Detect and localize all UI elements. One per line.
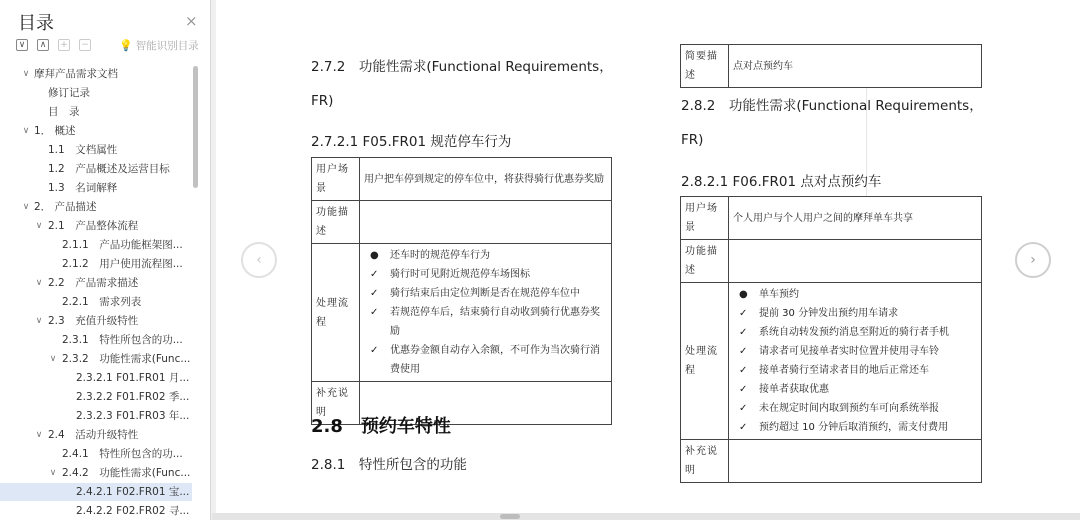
heading-2-7-2-cont: FR) xyxy=(311,93,334,109)
toc-item[interactable] xyxy=(0,502,192,520)
toc-list xyxy=(0,65,192,520)
document-viewport[interactable] xyxy=(212,0,1080,520)
check-icon: ✓ xyxy=(739,403,748,414)
collapse-all-icon[interactable]: ∧ xyxy=(37,39,49,51)
summary-table xyxy=(680,44,982,88)
heading-2-8-2-cont: FR) xyxy=(681,132,704,148)
list-item-text: 接单者骑行至请求者目的地后正常还车 xyxy=(759,365,929,376)
toc-item-label: 2.3.2.2 F01.FR02 季... xyxy=(76,391,190,403)
document-page xyxy=(216,0,1080,513)
check-icon: ✓ xyxy=(739,384,748,395)
chevron-down-icon[interactable]: ∨ xyxy=(49,468,57,478)
chevron-right-icon: › xyxy=(1030,252,1036,268)
list-item xyxy=(733,304,977,323)
chevron-down-icon[interactable]: ∨ xyxy=(22,202,30,212)
table-key: 用户场景 xyxy=(681,197,729,240)
chevron-left-icon: ‹ xyxy=(256,252,262,268)
toc-item-label: 2.3.2 功能性需求(Func... xyxy=(62,353,191,365)
toc-item-label: 1.2 产品概述及运营目标 xyxy=(48,163,170,175)
toc-item-label: 2.1.1 产品功能框架图... xyxy=(62,239,183,251)
list-item xyxy=(364,303,607,341)
toc-item-label: 2.2 产品需求描述 xyxy=(48,277,139,289)
heading-2-8-2-1: 2.8.2.1 F06.FR01 点对点预约车 xyxy=(681,174,882,190)
toc-item[interactable] xyxy=(0,141,192,159)
toc-item[interactable] xyxy=(0,426,192,444)
list-item xyxy=(733,380,977,399)
check-icon: ✓ xyxy=(370,307,379,318)
toc-item-label: 目 录 xyxy=(48,106,80,118)
toc-item-label: 2.4 活动升级特性 xyxy=(48,429,139,441)
toc-toolbar xyxy=(16,39,206,53)
toc-scrollbar[interactable] xyxy=(193,66,198,188)
bullet-icon: ● xyxy=(370,250,379,261)
toc-item-label: 2.1 产品整体流程 xyxy=(48,220,139,232)
table-key: 处理流程 xyxy=(681,283,729,440)
toc-item-label: 2． 产品描述 xyxy=(34,201,97,213)
list-item xyxy=(733,361,977,380)
check-icon: ✓ xyxy=(739,365,748,376)
toc-item[interactable] xyxy=(0,293,192,311)
toc-item[interactable] xyxy=(0,84,192,102)
toc-item-label: 1.3 名词解释 xyxy=(48,182,118,194)
table-value: 个人用户与个人用户之间的摩拜单车共享 xyxy=(729,197,982,240)
toc-item[interactable] xyxy=(0,274,192,292)
list-item-text: 未在规定时间内取到预约车可向系统举报 xyxy=(759,403,939,414)
table-key: 功能描述 xyxy=(681,240,729,283)
toc-item[interactable] xyxy=(0,160,192,178)
toc-item-label: 修订记录 xyxy=(48,87,90,99)
check-icon: ✓ xyxy=(739,346,748,357)
heading-2-7-2-1: 2.7.2.1 F05.FR01 规范停车行为 xyxy=(311,134,512,150)
toc-item[interactable] xyxy=(0,65,192,83)
process-list xyxy=(729,283,982,440)
heading-2-8-1: 2.8.1 特性所包含的功能 xyxy=(311,457,467,473)
toc-item[interactable] xyxy=(0,369,192,387)
toc-item-label: 2.4.1 特性所包含的功... xyxy=(62,448,183,460)
toc-item-label: 2.4.2.1 F02.FR01 宝... xyxy=(76,486,190,498)
check-icon: ✓ xyxy=(370,345,379,356)
list-item-text: 还车时的规范停车行为 xyxy=(390,250,490,261)
toc-item[interactable] xyxy=(0,350,192,368)
table-key: 功能描述 xyxy=(312,201,360,244)
list-item-text: 提前 30 分钟发出预约用车请求 xyxy=(759,308,899,319)
toc-item[interactable] xyxy=(0,255,192,273)
smart-toc-button[interactable] xyxy=(119,38,199,53)
toc-item-label: 2.3.2.1 F01.FR01 月... xyxy=(76,372,190,384)
requirement-table-f05 xyxy=(311,157,612,425)
toc-title: 目录 xyxy=(18,13,54,34)
chevron-down-icon[interactable]: ∨ xyxy=(35,316,43,326)
smart-toc-label: 智能识别目录 xyxy=(135,40,199,52)
bullet-icon: ● xyxy=(739,289,748,300)
heading-2-7-2: 2.7.2 功能性需求(Functional Requirements， xyxy=(311,59,613,75)
check-icon: ✓ xyxy=(370,288,379,299)
toc-item-active[interactable] xyxy=(0,483,192,501)
list-item-text: 若规范停车后，结束骑行自动收到骑行优惠券奖励 xyxy=(390,307,600,337)
chevron-down-icon[interactable]: ∨ xyxy=(22,69,30,79)
toc-item[interactable] xyxy=(0,122,192,140)
list-item xyxy=(364,284,607,303)
toc-item[interactable] xyxy=(0,198,192,216)
check-icon: ✓ xyxy=(739,422,748,433)
list-item-text: 接单者获取优惠 xyxy=(759,384,829,395)
toc-item-label: 2.3.1 特性所包含的功... xyxy=(62,334,183,346)
add-heading-icon[interactable]: + xyxy=(58,39,70,51)
list-item xyxy=(733,342,977,361)
list-item-text: 系统自动转发预约消息至附近的骑行者手机 xyxy=(759,327,949,338)
close-icon[interactable]: × xyxy=(185,12,198,30)
table-value: 用户把车停到规定的停车位中，将获得骑行优惠券奖励 xyxy=(360,158,612,201)
lightbulb-icon: 💡 xyxy=(119,39,133,52)
toc-item[interactable] xyxy=(0,236,192,254)
toc-item[interactable] xyxy=(0,103,192,121)
heading-2-8-2: 2.8.2 功能性需求(Functional Requirements， xyxy=(681,98,983,114)
list-item-text: 优惠券金额自动存入余额，不可作为当次骑行消费使用 xyxy=(390,345,600,375)
list-item-text: 骑行结束后由定位判断是否在规范停车位中 xyxy=(390,288,580,299)
list-item xyxy=(733,399,977,418)
prev-page-button[interactable] xyxy=(241,242,277,278)
list-item-text: 请求者可见接单者实时位置并使用寻车铃 xyxy=(759,346,939,357)
expand-all-icon[interactable]: ∨ xyxy=(16,39,28,51)
list-item xyxy=(364,341,607,379)
list-item xyxy=(733,418,977,437)
toc-item-label: 2.3 充值升级特性 xyxy=(48,315,139,327)
toc-item[interactable] xyxy=(0,179,192,197)
remove-heading-icon[interactable]: − xyxy=(79,39,91,51)
table-value xyxy=(729,440,982,483)
list-item-text: 骑行时可见附近规范停车场图标 xyxy=(390,269,530,280)
toc-item[interactable] xyxy=(0,464,192,482)
list-item xyxy=(364,246,607,265)
toc-item-label: 2.4.2.2 F02.FR02 寻... xyxy=(76,505,190,517)
next-page-button[interactable] xyxy=(1015,242,1051,278)
table-key: 简要描述 xyxy=(681,45,729,88)
table-key: 补充说明 xyxy=(312,382,360,425)
list-item-text: 预约超过 10 分钟后取消预约，需支付费用 xyxy=(759,422,949,433)
chevron-down-icon[interactable]: ∨ xyxy=(35,278,43,288)
table-value: 点对点预约车 xyxy=(729,45,982,88)
table-key: 用户场景 xyxy=(312,158,360,201)
table-value xyxy=(360,201,612,244)
toc-item-label: 2.4.2 功能性需求(Func... xyxy=(62,467,191,479)
list-item xyxy=(733,323,977,342)
toc-item[interactable] xyxy=(0,331,192,349)
toc-item[interactable] xyxy=(0,388,192,406)
toc-item-label: 2.2.1 需求列表 xyxy=(62,296,142,308)
toc-item-label: 2.1.2 用户使用流程图... xyxy=(62,258,183,270)
toc-item-label: 摩拜产品需求文档 xyxy=(34,68,118,80)
toc-item[interactable] xyxy=(0,217,192,235)
chevron-down-icon[interactable]: ∨ xyxy=(35,430,43,440)
list-item xyxy=(733,285,977,304)
chevron-down-icon[interactable]: ∨ xyxy=(35,221,43,231)
process-list xyxy=(360,244,612,382)
toc-item[interactable] xyxy=(0,445,192,463)
check-icon: ✓ xyxy=(370,269,379,280)
check-icon: ✓ xyxy=(739,327,748,338)
toc-item[interactable] xyxy=(0,407,192,425)
toc-item-label: 1． 概述 xyxy=(34,125,76,137)
toc-item-label: 2.3.2.3 F01.FR03 年... xyxy=(76,410,190,422)
chevron-down-icon[interactable]: ∨ xyxy=(22,126,30,136)
table-value xyxy=(729,240,982,283)
scrollbar-thumb[interactable] xyxy=(500,514,520,519)
toc-item[interactable] xyxy=(0,312,192,330)
table-key: 处理流程 xyxy=(312,244,360,382)
list-item xyxy=(364,265,607,284)
chevron-down-icon[interactable]: ∨ xyxy=(49,354,57,364)
check-icon: ✓ xyxy=(739,308,748,319)
toc-item-label: 1.1 文档属性 xyxy=(48,144,118,156)
list-item-text: 单车预约 xyxy=(759,289,799,300)
requirement-table-f06 xyxy=(680,196,982,483)
heading-2-8: 2.8 预约车特性 xyxy=(311,416,451,437)
toc-sidebar xyxy=(0,0,211,520)
horizontal-scrollbar[interactable] xyxy=(212,513,1080,520)
table-key: 补充说明 xyxy=(681,440,729,483)
